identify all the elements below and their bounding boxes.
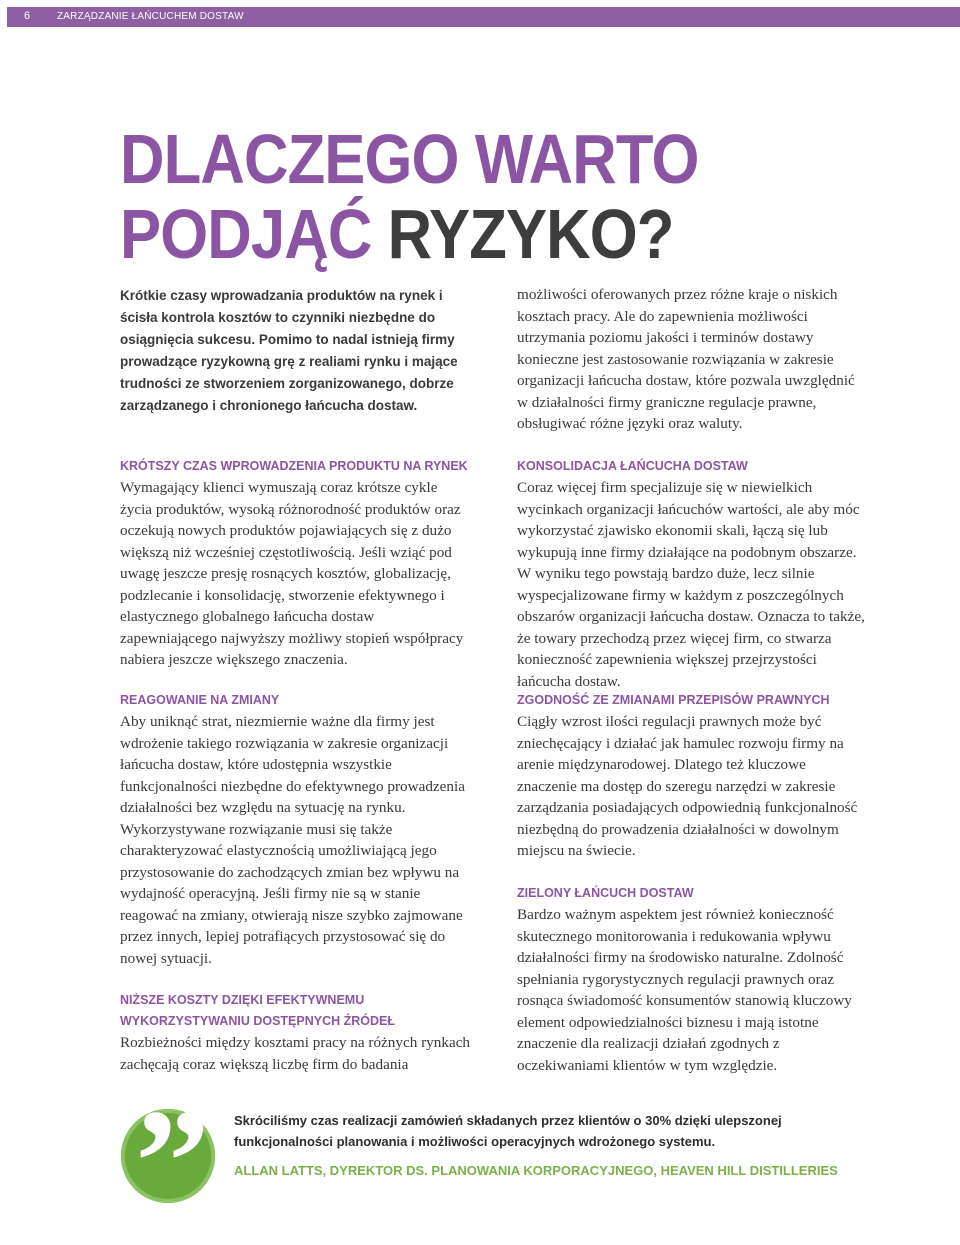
title-line-1: DLACZEGO WARTO [120,120,699,198]
section-text: Aby uniknąć strat, niezmiernie ważne dla firmy jest wdrożenie takiego rozwiązania w zakresie organizacji łańcucha dostaw, które udostępnia wszystkie funkcjonalności niezbędne do efektywnego prowadzenia działalności bez względu na sytuację na rynku. Wykorzystywane rozwiązanie musi się także charakteryzować elastycznością umożliwiającą jego przystosowanie do zachodzących zmian bez wpływu na wydajność operacyjną. Jeśli firmy nie są w stanie reagować na zmiany, otwierają nisze szybko zajmowane przez innych, lepiej potrafiących przystosować się do nowej sytuacji. [120,713,465,967]
right-column-continuation: możliwości oferowanych przez różne kraje o niskich kosztach pracy. Ale do zapewnienia możliwości utrzymania poziomu jakości i terminów dostawy konieczne jest zastosowanie rozwiązania w zakresie organizacji łańcucha dostaw, które pozwala uwzględnić w działalności firmy graniczne regulacje prawne, obsługiwać różne języki oraz waluty. [517,286,855,432]
page-number: 6 [24,10,31,22]
section-text: Bardzo ważnym aspektem jest również konieczność skutecznego monitorowania i redukowania wpływu działalności firmy na środowisko naturalne. Zdolność spełniania rygorystycznych regulacji prawnych oraz rosnąca świadomość konsumentów stanowią kluczowy element odpowiedzialności biznesu i mają istotne znaczenie dla realizacji działań zgodnych z oczekiwaniami klientów w tym względzie. [517,906,852,1074]
title-line-2-purple: PODJĄĆ [120,195,372,273]
section-heading: ZGODNOŚĆ ZE ZMIANAMI PRZEPISÓW PRAWNYCH [517,693,830,707]
testimonial-quote: Skróciliśmy czas realizacji zamówień składanych przez klientów o 30% dzięki ulepszonej funkcjonalności planowania i możliwości operacyjnych wdrożonego systemu. [234,1113,782,1149]
testimonial-author: ALLAN LATTS, DYREKTOR DS. PLANOWANIA KORPORACYJNEGO, HEAVEN HILL DISTILLERIES [234,1163,838,1178]
section-heading: REAGOWANIE NA ZMIANY [120,693,280,707]
section-heading: NIŻSZE KOSZTY DZIĘKI EFEKTYWNEMU WYKORZYSTYWANIU DOSTĘPNYCH ŹRÓDEŁ [120,993,396,1028]
intro-paragraph: Krótkie czasy wprowadzania produktów na rynek i ścisła kontrola kosztów to czynniki niezbędne do osiągnięcia sukcesu. Pomimo to nadal istnieją firmy prowadzące ryzykowną grę z realiami rynku i mające trudności ze stworzeniem zorganizowanego, dobrze zarządzanego i chronionego łańcucha dostaw. [120,288,458,413]
section-green-supply-chain [517,883,869,1076]
page-title [120,122,699,272]
quote-icon: ” [121,1109,215,1203]
section-heading: KRÓTSZY CZAS WPROWADZENIA PRODUKTU NA RYNEK [120,459,468,473]
section-regulatory-compliance [517,690,869,862]
section-text: Rozbieżności między kosztami pracy na różnych rynkach zachęcają coraz większą liczbę firm do badania [120,1034,471,1073]
section-text: Wymagający klienci wymuszają coraz krótsze cykle życia produktów, wysoką różnorodność produktów oraz oczekują nowych produktów pojawiających się z dużo większą niż wcześniej częstotliwością. Jeśli wziąć pod uwagę jeszcze presję rosnących kosztów, globalizację, podzlecanie i konsolidację, stworzenie efektywnego i elastycznego globalnego łańcucha dostaw zapewniającego najwyższy możliwy stopień współpracy nabiera jeszcze większego znaczenia. [120,479,464,668]
section-title: ZARZĄDZANIE ŁAŃCUCHEM DOSTAW [57,11,244,22]
header-bar [7,7,960,27]
section-consolidation [517,456,869,692]
section-text: Coraz więcej firm specjalizuje się w niewielkich wycinkach organizacji łańcuchów wartości, ale aby móc wykorzystać zjawisko ekonomii skali, łączą się lub wykupują inne firmy działające na podobnym obszarze. W wyniku tego powstają bardzo duże, lecz silnie wyspecjalizowane firmy w każdym z poszczególnych obszarów organizacji łańcucha dostaw. Oznacza to także, że towary przechodzą przez więcej firm, co stwarza konieczność zapewnienia większej przejrzystości łańcucha dostaw. [517,479,865,690]
section-heading: ZIELONY ŁAŃCUCH DOSTAW [517,886,694,900]
section-lower-costs [120,990,472,1075]
section-text: Ciągły wzrost ilości regulacji prawnych może być zniechęcający i działać jak hamulec rozwoju firmy na arenie międzynarodowej. Dlatego też kluczowe znaczenie ma dostęp do szeregu narzędzi w zakresie zarządzania posiadających odpowiednią funkcjonalność niezbędną do prowadzenia działalności w dowolnym miejscu na świecie. [517,713,858,859]
section-heading: KONSOLIDACJA ŁAŃCUCHA DOSTAW [517,459,748,473]
title-line-2-dark: RYZYKO? [387,195,674,273]
section-shorter-time-to-market [120,456,472,671]
section-responding-to-changes [120,690,472,969]
